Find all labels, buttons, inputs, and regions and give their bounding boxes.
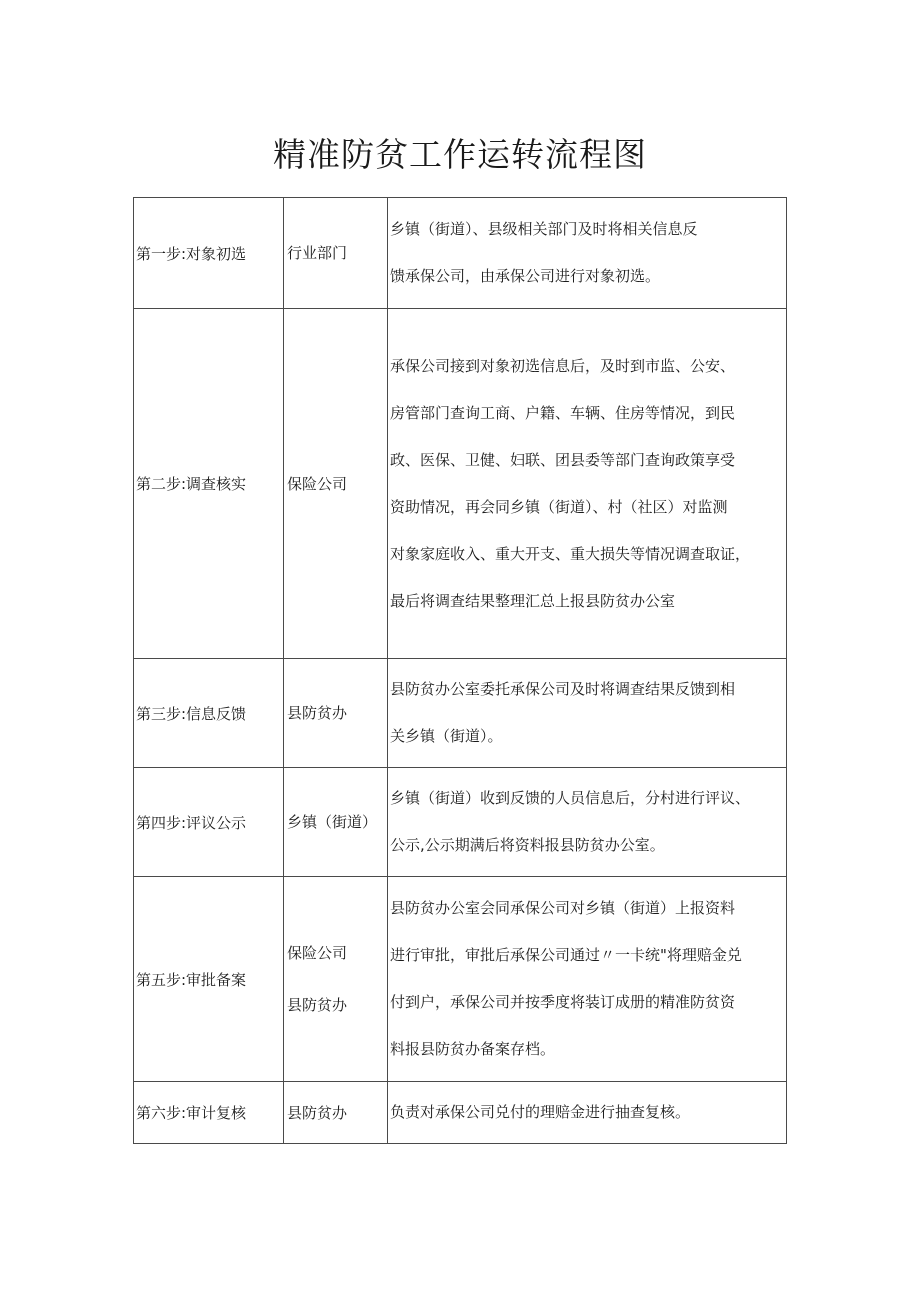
description-line: 乡镇（街道）、县级相关部门及时将相关信息反 [390, 220, 698, 238]
description-line: 对象家庭收入、重大开支、重大损失等情况调查取证， [390, 544, 751, 563]
department-name: 保险公司 [287, 944, 348, 962]
description-line: 县防贫办公室委托承保公司及时将调查结果反馈到相 [390, 680, 736, 698]
department-name: 乡镇（街道） [287, 813, 378, 831]
description-cell [388, 309, 787, 659]
description-line: 最后将调查结果整理汇总上报县防贫办公室 [390, 591, 676, 610]
step-label: 第六步:审计复核 [134, 1082, 284, 1144]
step-label: 第二步:调查核实 [134, 309, 284, 659]
description-cell [388, 877, 787, 1082]
department-name: 县防贫办 [287, 1103, 348, 1122]
description-line: 公示,公示期满后将资料报县防贫办公室。 [390, 836, 665, 854]
department-name: 县防贫办 [287, 996, 348, 1014]
department-name: 行业部门 [287, 244, 348, 262]
table-row [134, 309, 787, 659]
description-line: 资助情况，再会同乡镇（街道）、村（社区）对监测 [390, 497, 728, 516]
step-label: 第一步:对象初选 [134, 198, 284, 309]
department-cell [284, 198, 388, 309]
department-cell [284, 1082, 388, 1144]
description-line: 关乡镇（街道）。 [390, 727, 503, 745]
step-label: 第三步:信息反馈 [134, 659, 284, 768]
description-line: 政、医保、卫健、妇联、团县委等部门查询政策享受 [390, 450, 736, 469]
department-cell [284, 877, 388, 1082]
table-row [134, 1082, 787, 1144]
description-cell [388, 198, 787, 309]
table-row [134, 198, 787, 309]
department-cell [284, 768, 388, 877]
step-label: 第五步:审批备案 [134, 877, 284, 1082]
description-line: 负责对承保公司兑付的理赔金进行抽查复核。 [390, 1103, 691, 1121]
description-line: 料报县防贫办备案存档。 [390, 1040, 556, 1058]
description-cell [388, 659, 787, 768]
description-line: 馈承保公司，由承保公司进行对象初选。 [390, 267, 661, 285]
department-cell [284, 659, 388, 768]
table-row [134, 877, 787, 1082]
department-cell [284, 309, 388, 659]
step-label: 第四步:评议公示 [134, 768, 284, 877]
description-cell [388, 1082, 787, 1144]
table-row [134, 768, 787, 877]
department-name: 县防贫办 [287, 704, 348, 722]
page-title: 精准防贫工作运转流程图 [273, 135, 647, 174]
table-row [134, 659, 787, 768]
description-line: 乡镇（街道）收到反馈的人员信息后，分村进行评议、 [390, 789, 751, 807]
department-name: 保险公司 [287, 474, 348, 493]
description-line: 房管部门查询工商、户籍、车辆、住房等情况，到民 [390, 403, 736, 422]
description-line: 付到户，承保公司并按季度将装订成册的精准防贫资 [390, 993, 736, 1011]
description-line: 县防贫办公室会同承保公司对乡镇（街道）上报资料 [390, 899, 736, 917]
description-cell [388, 768, 787, 877]
description-line: 承保公司接到对象初选信息后，及时到市监、公安、 [390, 356, 736, 375]
description-line: 进行审批，审批后承保公司通过〃一卡统"将理赔金兑 [390, 946, 742, 964]
workflow-table [133, 197, 787, 1144]
